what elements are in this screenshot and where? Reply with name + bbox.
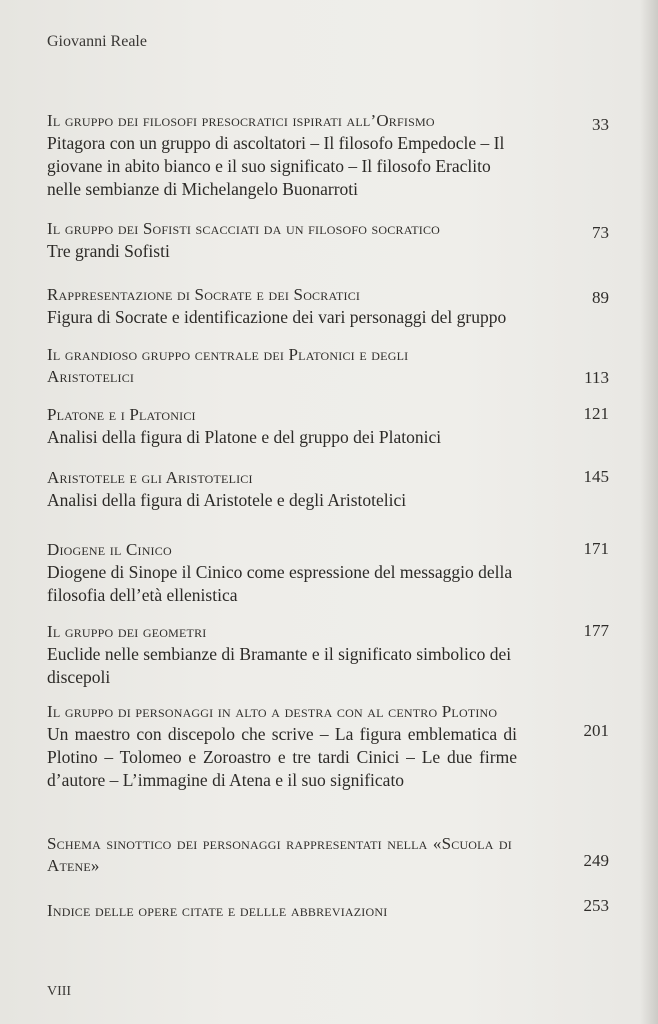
toc-entry-page: 145 [583, 467, 609, 486]
toc-entry-title: Schema sinottico dei personaggi rappresentati nella «Scuola di Atene» [47, 834, 512, 875]
toc-entry-page: 201 [583, 721, 609, 740]
toc-entry [47, 344, 615, 388]
toc-entry-description: Un maestro con discepolo che scrive – La figura emblematica di Plotino – Tolomeo e Zoroastro e tre tardi Cinici – Le due firme d’autore – L’immagine di Atena e il suo significato [47, 724, 517, 790]
toc-entry [47, 284, 615, 329]
toc-entry-description: Analisi della figura di Platone e del gruppo dei Platonici [47, 427, 442, 447]
toc-entry [47, 467, 615, 512]
toc-entry-description: Diogene di Sinope il Cinico come espressione del messaggio della filosofia dell’età ellenistica [47, 562, 513, 605]
toc-entry [47, 896, 615, 922]
toc-entry-title: Il gruppo di personaggi in alto a destra con al centro Plotino [47, 702, 498, 721]
page-edge-shadow [640, 0, 658, 1024]
toc-entry-page: 177 [583, 621, 609, 640]
toc-entry [47, 539, 615, 607]
toc-entry-page: 89 [592, 288, 609, 307]
toc-entry [47, 404, 615, 449]
toc-entry-description: Pitagora con un gruppo di ascoltatori – Il filosofo Empedocle – Il giovane in abito bianco e il suo significato – Il filosofo Eraclito nelle sembianze di Michelangelo Buonarroti [47, 133, 505, 199]
toc-entry-description: Tre grandi Sofisti [47, 241, 170, 261]
toc-entry-page: 249 [583, 851, 609, 870]
toc-entry [47, 833, 615, 877]
toc-entry-title: Il grandioso gruppo centrale dei Platonici e degli Aristotelici [47, 345, 409, 386]
toc-entry-title: Il gruppo dei geometri [47, 622, 207, 641]
toc-entry-page: 253 [583, 896, 609, 915]
running-head: Giovanni Reale [47, 33, 147, 50]
toc-entry-page: 33 [592, 115, 609, 134]
toc-entry [47, 701, 615, 792]
toc-entry [47, 110, 615, 201]
toc-entry-page: 73 [592, 223, 609, 242]
toc-entry-title: Indice delle opere citate e dellle abbreviazioni [47, 901, 388, 920]
toc-entry-description: Analisi della figura di Aristotele e degli Aristotelici [47, 490, 407, 510]
toc-entry-title: Il gruppo dei Sofisti scacciati da un filosofo socratico [47, 219, 441, 238]
toc-entry-description: Euclide nelle sembianze di Bramante e il significato simbolico dei discepoli [47, 644, 512, 687]
toc-entry-title: Platone e i Platonici [47, 405, 196, 424]
toc-entry-page: 113 [584, 368, 609, 387]
toc-entry [47, 621, 615, 689]
toc-entry-title: Aristotele e gli Aristotelici [47, 468, 253, 487]
toc-entry-title: Il gruppo dei filosofi presocratici ispirati all’Orfismo [47, 111, 435, 130]
toc-entry-page: 121 [583, 404, 609, 423]
toc-entry-description: Figura di Socrate e identificazione dei vari personaggi del gruppo [47, 307, 507, 327]
toc-entry-title: Diogene il Cinico [47, 540, 172, 559]
toc-entry-page: 171 [583, 539, 609, 558]
page-folio: VIII [47, 984, 72, 999]
toc-entry [47, 218, 615, 263]
toc-entry-title: Rappresentazione di Socrate e dei Socratici [47, 285, 361, 304]
